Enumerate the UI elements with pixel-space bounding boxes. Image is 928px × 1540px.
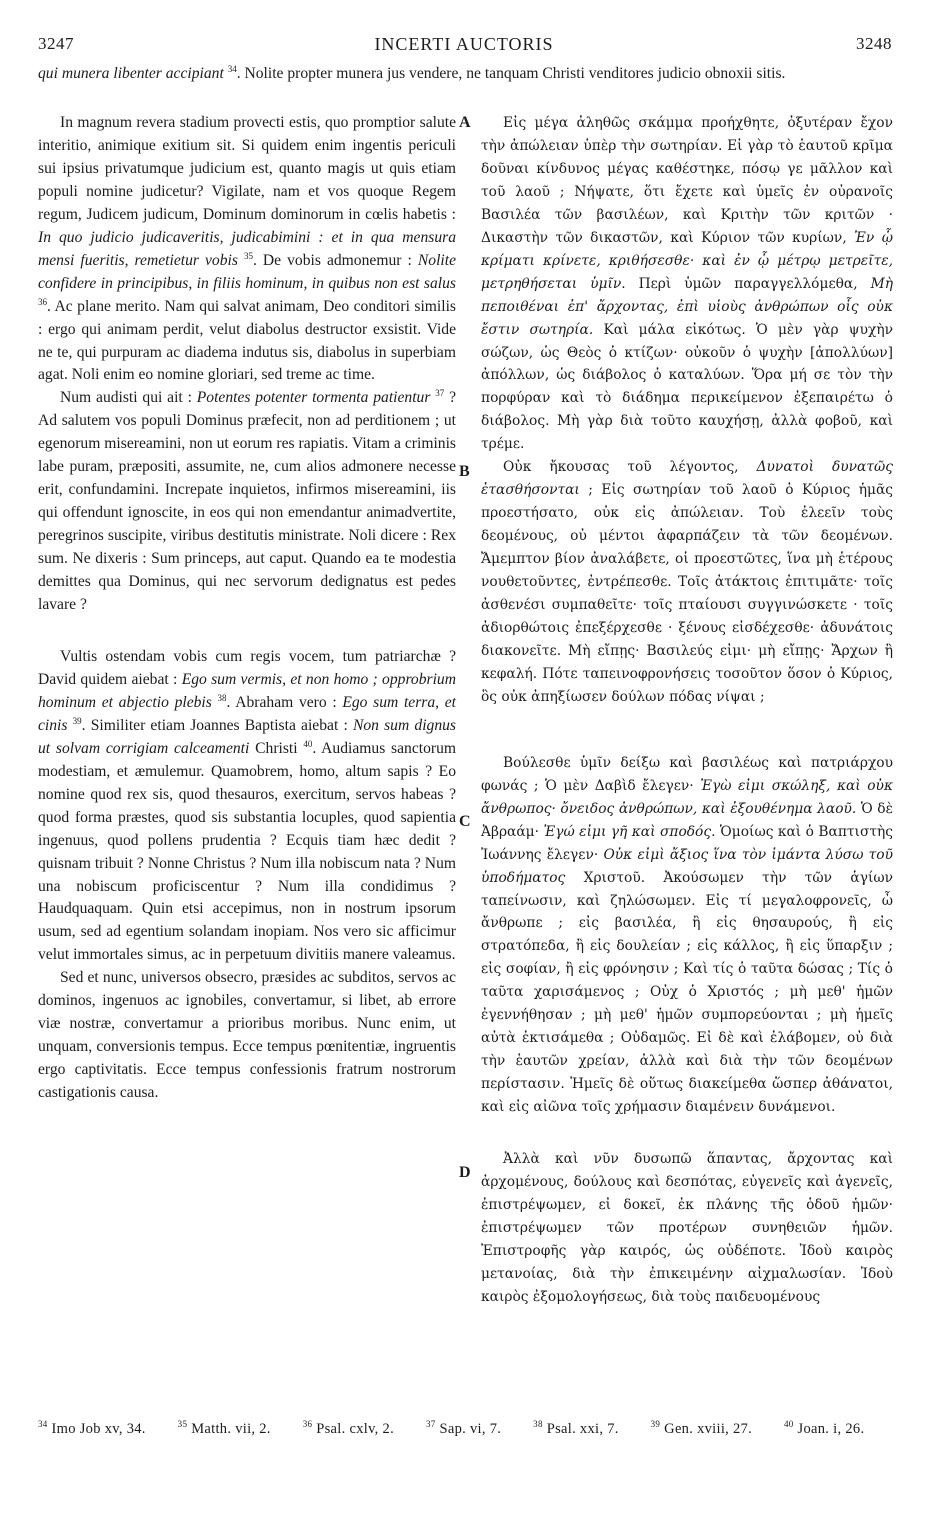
page-number-left: 3247	[38, 34, 74, 53]
footnote: $^{37}$ Sap. vi, 7.	[425, 1419, 502, 1437]
latin-paragraph-4: Sed et nunc, universos obsecro, præsides ac subditos, servos ac dominos, ingenuos ac ignobiles, convertamur, si libet, ab errore viæ nostræ, convertamur a prioribus moribus. Nunc enim, ut unquam, conversionis tempus. Ecce tempus pœnitentiæ, ingruentis ergo captivitatis. Ecce tempus confessionis fratrum nostrorum castigationis causa.	[38, 969, 456, 1102]
note-ref: 38	[217, 692, 227, 703]
quote: Μὴ πεποιθέναι ἐπ' ἄρχοντας, ἐπὶ υἱοὺς ἀνθρώπων οἷς οὐκ ἔστιν σωτηρία.	[481, 275, 893, 338]
margin-letter-c: C	[459, 813, 471, 830]
footnote: $^{34}$ Imo Job xv, 34.	[38, 1419, 146, 1437]
quote: Nolite confidere in principibus, in filiis hominum, in quibus non est salus	[38, 251, 456, 292]
note-ref: 39	[72, 715, 82, 726]
text: In magnum revera stadium provecti estis, quo promptior salute interitio, animique exitium sit. Si quidem enim ingentis periculi sui ipsius privatumque judicium est, quanto magis ut quis etiam populi nomine judicetur? Vigilate, nam et vos quoque Regem regum, Judicem judicum, Dominum dominorum in cœlis habetis :	[38, 114, 456, 223]
text: . Similiter etiam Joannes Baptista aiebat :	[81, 716, 353, 734]
text: Christi	[249, 739, 298, 757]
text: ? Ad salutem vos populi Dominus præfecit, non ad perditionem ; ut egenorum misereamini, non ut eorum res rapiatis. Vitam a criminis labe puram, præpositi, assumite, ne, cum alios admonere necesse erit, confundamini. Increpate inquietos, infirmos misereamini, iis qui offendunt ignoscite, in eos qui non emendantur animadvertite, peregrinos suscipite, viribus destitutis ministrate. Noli dicere : Rex sum. Ne dixeris : Sum princeps, aut caput. Quando ea te modestia demittes qua Dominus, qui nec servorum dedignatus est pedes lavare ?	[38, 389, 457, 614]
text: . Ac plane merito. Nam qui salvat animam, Deo conditori similis : ergo qui animam perdit, velut diabolus destructor exsistit. Vide ne te, qui purpuram ac diadema indutus sis, diabolus in superbiam agat. Noli enim eo nomine gloriari, sed treme ac time.	[38, 297, 456, 384]
margin-letter-d: D	[459, 1164, 471, 1181]
latin-column	[38, 112, 456, 1105]
greek-column	[481, 112, 893, 1309]
quote: Non sum dignus ut solvam corrigiam calceamenti	[38, 716, 456, 757]
text: Εἰς μέγα ἀληθῶς σκάμμα προήχθητε, ὀξυτέραν ἔχον τὴν ἀπώλειαν ὑπὲρ τὴν σωτηρίαν. Εἰ γὰρ τὸ ἑαυτοῦ κρῖμα δοῦναι κίνδυνος μέγας καθέστηκε, πόσῳ γε μᾶλλον καὶ τοῦ λαοῦ ; Νήψατε, ὅτι ἔχετε καὶ ὑμεῖς ἐν οὐρανοῖς Βασιλέα τῶν βασιλέων, καὶ Κριτὴν τῶν κριτῶν · Δικαστὴν τῶν δικαστῶν, καὶ Κύριον τῶν κυρίων,	[481, 115, 893, 246]
text: Ὁ δὲ Ἀβραάμ·	[481, 800, 894, 840]
greek-paragraph-1	[481, 112, 893, 456]
text: Χριστοῦ. Ἀκούσωμεν τὴν τῶν ἁγίων ταπείνωσιν, καὶ ζηλώσωμεν. Εἰς τί μεγαλοφρονεῖς, ὦ ἄνθρωπε ; εἰς βασιλέα, ἢ εἰς θησαυρούς, ἢ εἰς στρατόπεδα, ἢ εἰς δουλείαν ; εἰς κάλλος, ἢ εἰς ὕπαρξιν ; εἰς σοφίαν, ἢ εἰς φρόνησιν ; Καὶ τίς ὁ ταῦτα δώσας ; Τίς ὁ ταῦτα χαρισάμενος ; Οὐχ ὁ Χριστός ; μὴ μεθ' ἡμῶν ἐγεννήθησαν ; μὴ μεθ' ἡμῶν συμπορεύονται ; μὴ ἡμεῖς αὐτὰ ἐκτισάμεθα ; Οὐδαμῶς. Εἰ δὲ καὶ ἐλάβομεν, οὐ διὰ τὴν ἑαυτῶν χρείαν, ἀλλὰ καὶ διὰ τὴν τῶν δεομένων περίστασιν. Ἡμεῖς δὲ οὕτως διακείμεθα ὥσπερ ἀθάνατοι, καὶ εἰς αἰῶνα τοῖς χρήμασιν διαμένειν δυνάμενοι.	[481, 869, 893, 1116]
text: ; Εἰς σωτηρίαν τοῦ λαοῦ ὁ Κύριος ἡμᾶς προεστήσατο, οὐκ εἰς ἀπώλειαν. Τοὺ ἐλεεῖν τοὺς δεομένους, οὐ μέντοι ἀφαρπάζειν τὰ τῶν δεομένων. Ἄμεμπτον βίον ἀναλάβετε, οἱ προεστῶτες, ἵνα μὴ ἑτέρους νουθετοῦντες, ἐντρέπεσθε. Τοῖς ἀτάκτοις ἐπιτιμᾶτε· τοῖς ἀσθενέσι συμπαθεῖτε· τοῖς πταίουσι συγγινώσκετε · τοῖς ἀδιορθώτοις ἐπεξέρχεσθε · ξένους εἰσδέχεσθε· ἀδυνάτοις διακονεῖτε. Μὴ εἴπῃς· Βασιλεύς εἰμι· μὴ εἴπῃς· Ἄρχων ἢ κεφαλή. Πότε ταπεινοφρονήσεις τοσοῦτον ὅσον ὁ Κύριος, ὃς οὐκ ἀπηξίωσεν δούλων πόδας νίψαι ;	[481, 482, 893, 705]
footnote: $^{36}$ Psal. cxlv, 2.	[302, 1419, 395, 1437]
greek-paragraph-3	[481, 752, 893, 1119]
quote: qui munera libenter accipiant	[38, 65, 224, 82]
text: Vultis ostendam vobis cum regis vocem, tum patriarchæ ? David quidem aiebat :	[38, 647, 456, 688]
margin-letter-b: B	[459, 463, 470, 480]
text: Num audisti qui ait :	[60, 389, 197, 407]
intro-line	[38, 62, 892, 85]
margin-letter-a: A	[459, 114, 471, 131]
footnote: $^{35}$ Matth. vii, 2.	[177, 1419, 271, 1437]
greek-paragraph-4: Ἀλλὰ καὶ νῦν δυσωπῶ ἅπαντας, ἄρχοντας καὶ ἀρχομένους, δούλους καὶ δεσπότας, εὐγενεῖς καὶ ἀγενεῖς, ἐπιστρέψωμεν, εἰ δοκεῖ, ἐκ πλάνης τῆς ὁδοῦ ἡμῶν· ἐπιστρέψωμεν τῶν προτέρων συνηθειῶν ἡμῶν. Ἐπιστροφῆς γὰρ καιρός, ὡς οὐδέποτε. Ἰδοὺ καιρὸς μετανοίας, διὰ τὴν ἐπικειμένην αἰχμαλωσίαν. Ἰδοὺ καιρὸς ἐξομολογήσεως, διὰ τοὺς παιδευομένους	[481, 1151, 893, 1305]
note-ref: 37	[435, 388, 445, 399]
greek-paragraph-2	[481, 456, 893, 708]
text: . Abraham vero :	[226, 693, 343, 711]
footnote: $^{40}$ Joan. i, 26.	[783, 1419, 865, 1437]
text: Περὶ ὑμῶν παραγγελλόμεθα,	[625, 275, 871, 292]
footnote: $^{39}$ Gen. xviii, 27.	[650, 1419, 753, 1437]
latin-paragraph-3	[38, 646, 456, 967]
running-title: INCERTI AUCTORIS	[374, 34, 554, 54]
page-number-right: 3248	[856, 34, 892, 53]
quote: Ἐγὼ εἰμι σκώληξ, καὶ οὐκ ἄνθρωπος· ὄνειδος ἀνθρώπων, καὶ ἐξουθένημα λαοῦ.	[481, 777, 893, 817]
quote: Δυνατοὶ δυνατῶς ἐτασθήσονται	[481, 459, 893, 499]
quote: Ego sum vermis, et non homo ; opprobrium hominum et abjectio plebis	[38, 670, 456, 711]
text: Καὶ μάλα εἰκότως. Ὁ μὲν γὰρ ψυχὴν σώζων, ὡς Θεὸς ὁ κτίζων· οὐκοῦν ὁ ψυχὴν [ἀπολλύων] ἀπόλλων, ὡς διάβολος ὁ καταλύων. Ὅρα μή σε τὸν τὴν πορφύραν καὶ τὸ διάδημα περικείμενον ἐξεπαιρέτω ὁ διάβολος. Μὴ γὰρ διὰ τοῦτο καυχήσῃ, ἀλλὰ φοβοῦ, καὶ τρέμε.	[481, 321, 893, 453]
note-ref: 40	[303, 738, 313, 749]
latin-paragraph-2	[38, 387, 456, 617]
quote: Potentes potenter tormenta patientur	[196, 389, 431, 407]
quote: Ἐν ᾧ κρίματι κρίνετε, κριθήσεσθε· καὶ ἐν ᾧ μέτρῳ μετρεῖτε, μετρηθήσεται ὑμῖν.	[481, 229, 893, 292]
quote: In quo judicio judicaveritis, judicabimini : et in qua mensura mensi fueritis, remetietur vobis	[38, 228, 456, 269]
text: Ὁμοίως καὶ ὁ Βαπτιστὴς Ἰωάννης ἔλεγεν·	[481, 823, 893, 863]
note-ref: 36	[38, 296, 47, 307]
text: Οὐκ ἤκουσας τοῦ λέγοντος,	[503, 459, 757, 476]
quote: Ego sum terra, et cinis	[38, 693, 456, 734]
text: . Nolite propter munera jus vendere, ne tanquam Christi venditores judicio obnoxii sitis.	[236, 65, 786, 82]
quote: Οὐκ εἰμὶ ἄξιος ἵνα τὸν ἱμάντα λύσω τοῦ ὑποδήματος	[481, 846, 894, 886]
text: . Audiamus sanctorum modestiam, et æmulemur. Quamobrem, homo, altum sapis ? Eo nomine quod rex sis, quod thesauros, exercitum, servos habeas ? quod forma præstes, quod sis substantia locuples, quod sapientia ingenuus, quod pollens prudentia ? Ecquis tiam hæc dedit ? quisnam tribuit ? Nonne Christus ? Num illa nobiscum nata ? Num una nobiscum proficiscentur ? Num illa condidimus ? Haudquaquam. Quin etsi accepimus, non in nostrum ipsorum usum, sed ad egentium solandam inopiam. Nos vero sic afficimur velut immortales simus, ac in perpetuum divitiis manere valeamus.	[38, 739, 456, 964]
latin-paragraph-1	[38, 112, 456, 387]
note-ref: 34	[227, 63, 237, 74]
quote: Ἐγώ εἰμι γῆ καὶ σποδός.	[543, 823, 716, 840]
footnotes	[38, 1420, 898, 1439]
note-ref: 35	[243, 250, 253, 261]
footnote: $^{38}$ Psal. xxi, 7.	[533, 1419, 619, 1437]
text: . De vobis admonemur :	[252, 251, 418, 269]
text: Βούλεσθε ὑμῖν δείξω καὶ βασιλέως καὶ πατριάρχου φωνάς ; Ὁ μὲν Δαβὶδ ἔλεγεν·	[481, 754, 893, 794]
